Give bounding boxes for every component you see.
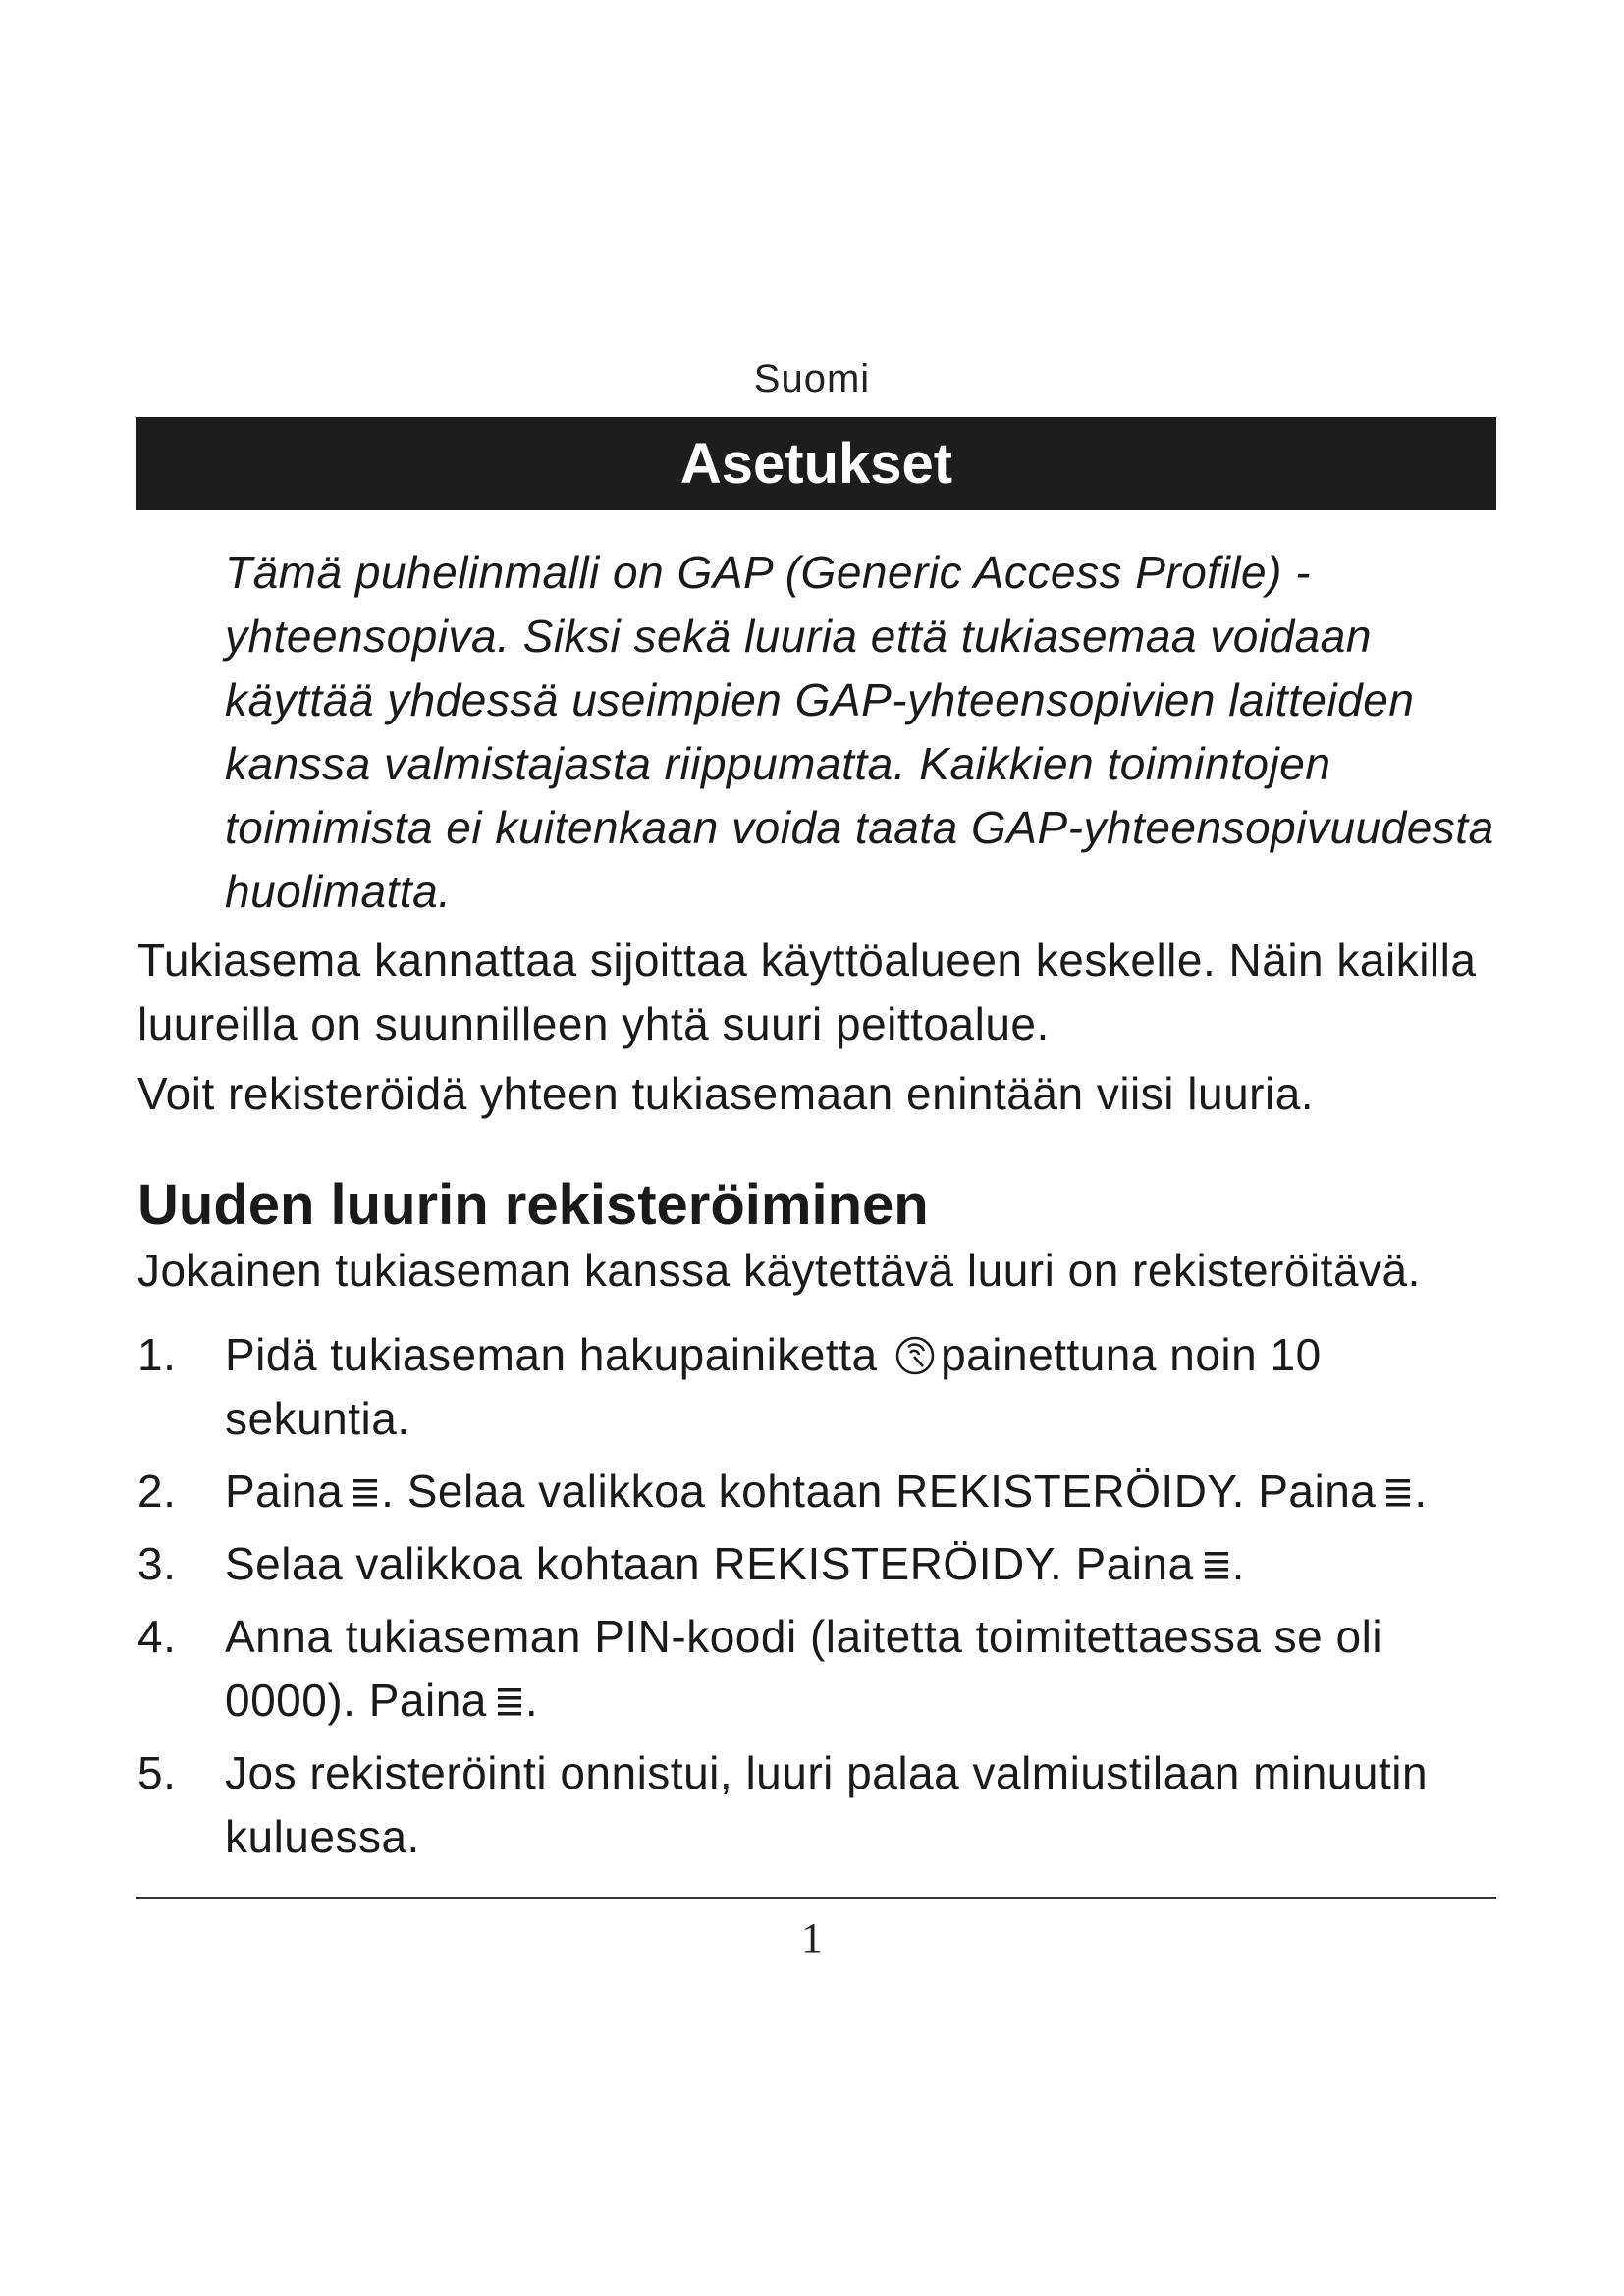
step-text: . [1231,1538,1245,1589]
menu-key-icon [497,1673,522,1706]
menu-key-icon [1204,1536,1229,1570]
step-text: . [1414,1466,1428,1517]
section-lead: Jokainen tukiaseman kanssa käytettävä luuri on rekisteröitävä. [137,1245,1421,1296]
step-text: Selaa valikkoa kohtaan REKISTERÖIDY. Paina [225,1538,1194,1589]
menu-key-icon [352,1464,378,1497]
registration-steps [137,1323,1512,1878]
footer-divider [136,1897,1496,1899]
step-item [137,1323,1512,1451]
step-number: 5. [137,1747,177,1798]
menu-key-icon [1385,1464,1411,1497]
language-label: Suomi [753,357,871,400]
placement-paragraph: Tukiasema kannattaa sijoittaa käyttöalueen keskelle. Näin kaikilla luureilla on suunnilleen yhtä suuri peittoalue. [137,934,1477,1049]
step-item [137,1460,1512,1523]
step-number: 3. [137,1538,177,1589]
step-text: . [524,1675,539,1726]
step-text: Paina [225,1466,344,1517]
page-number: 1 [801,1914,823,1962]
paging-button-icon [894,1329,936,1370]
step-number: 1. [137,1329,177,1380]
step-item [137,1532,1512,1596]
intro-note: Tämä puhelinmalli on GAP (Generic Access Profile) -yhteensopiva. Siksi sekä luuria että tukiasemaa voidaan käyttää yhdessä useimpien GAP-yhteensopivien laitteiden kanssa valmistajasta riippumatta. Kaikkien toimintojen toimimista ei kuitenkaan voida taata GAP-yhteensopivuudesta huolimatta. [225,547,1494,917]
step-text: Jos rekisteröinti onnistui, luuri palaa valmiustilaan minuutin kuluessa. [225,1747,1429,1862]
step-number: 4. [137,1611,177,1662]
step-text: . Selaa valikkoa kohtaan REKISTERÖIDY. Paina [381,1466,1377,1517]
step-text: Pidä tukiaseman hakupainiketta [225,1329,878,1380]
section-heading: Uuden luurin rekisteröiminen [137,1173,929,1237]
step-number: 2. [137,1466,177,1517]
max-handsets-paragraph: Voit rekisteröidä yhteen tukiasemaan enintään viisi luuria. [137,1068,1315,1119]
step-item [137,1741,1512,1869]
step-item [137,1605,1512,1733]
step-text: painettuna noin 10 sekuntia. [225,1329,1322,1444]
step-text: Anna tukiaseman PIN-koodi (laitetta toimitettaessa se oli 0000). Paina [225,1611,1383,1726]
page-title: Asetukset [136,417,1496,510]
